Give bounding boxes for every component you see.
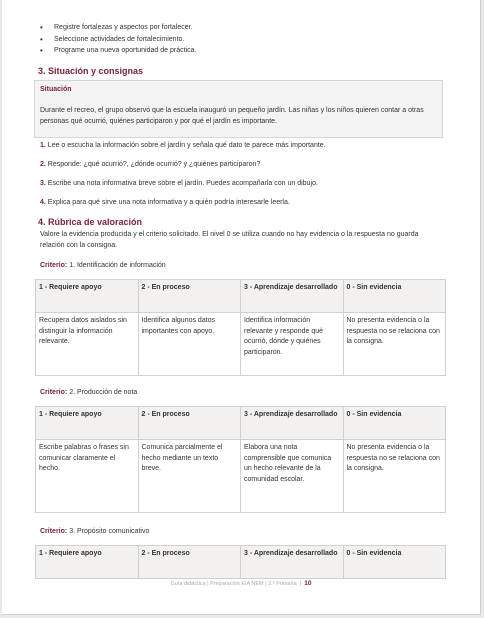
criterio-label: Criterio: bbox=[40, 528, 68, 535]
rubrica-intro: Valore la evidencia producida y el criterio solicitado. El nivel 0 se utiliza cuando no hay evidencia o la respuesta no guarda relación con la consigna. bbox=[40, 231, 419, 249]
criterio-name: 1. Identificación de información bbox=[69, 262, 166, 269]
consigna-number: 3. bbox=[40, 180, 46, 187]
rubric-table bbox=[35, 406, 446, 513]
table-cell: No presenta evidencia o la respuesta no se relaciona con la consigna. bbox=[343, 313, 446, 376]
bullet-list bbox=[40, 22, 196, 57]
section-title-situacion: 3. Situación y consignas bbox=[38, 66, 144, 76]
table-header-row bbox=[36, 407, 446, 440]
header-cell: 0 - Sin evidencia bbox=[343, 546, 446, 579]
table-cell: Identifica información relevante y responde qué ocurrió, dónde y quiénes participaron. bbox=[241, 313, 344, 376]
footer-separator: | bbox=[299, 581, 302, 587]
table-cell: Elabora una nota comprensible que comunica un hecho relevante de la comunidad escolar. bbox=[241, 440, 344, 513]
list-item: • Registre fortalezas y aspectos por fortalecer. bbox=[40, 22, 196, 34]
header-cell: 3 - Aprendizaje desarrollado bbox=[241, 407, 344, 440]
criterio-name: 3. Propósito comunicativo bbox=[69, 528, 150, 535]
consigna-item bbox=[40, 160, 260, 170]
situacion-text: Durante el recreo, el grupo observó que la escuela inauguró un pequeño jardín. Las niñas y los niños quieren contar a otras personas qué ocurrió, quiénes participaron y por qué el jardín es importante. bbox=[40, 107, 424, 125]
header-cell: 0 - Sin evidencia bbox=[343, 280, 446, 313]
consigna-text: Explica para qué sirve una nota informativa y a quién podría interesarle leerla. bbox=[47, 199, 290, 206]
criterio-name: 2. Producción de nota bbox=[69, 389, 138, 396]
document-page bbox=[2, 0, 481, 615]
section-title-rubrica: 4. Rúbrica de valoración bbox=[38, 217, 143, 227]
header-cell: 3 - Aprendizaje desarrollado bbox=[241, 280, 344, 313]
rubric-table bbox=[35, 279, 446, 376]
table-row bbox=[36, 313, 446, 376]
header-cell: 3 - Aprendizaje desarrollado bbox=[241, 546, 344, 579]
table-cell: Identifica algunos datos importantes con apoyo. bbox=[138, 313, 241, 376]
list-item: • Seleccione actividades de fortalecimiento. bbox=[40, 34, 196, 46]
table-cell: Recupera datos aislados sin distinguir la información relevante. bbox=[36, 313, 139, 376]
rubric-table bbox=[35, 545, 446, 579]
header-cell: 1 - Requiere apoyo bbox=[36, 280, 139, 313]
consigna-item bbox=[40, 198, 290, 208]
header-cell: 2 - En proceso bbox=[138, 546, 241, 579]
criterio-heading bbox=[40, 389, 137, 396]
list-item: • Programe una nueva oportunidad de práctica. bbox=[40, 45, 196, 57]
situacion-title: Situación bbox=[40, 86, 72, 93]
page-footer bbox=[2, 580, 480, 587]
criterio-heading bbox=[40, 262, 166, 269]
consigna-item bbox=[40, 179, 318, 189]
consigna-text: Lee o escucha la información sobre el jardín y señala qué dato te parece más importante. bbox=[47, 142, 326, 149]
header-cell: 1 - Requiere apoyo bbox=[36, 546, 139, 579]
header-cell: 2 - En proceso bbox=[138, 280, 241, 313]
consigna-item bbox=[40, 141, 326, 151]
table-header-row bbox=[36, 546, 446, 579]
consigna-text: Escribe una nota informativa breve sobre el jardín. Puedes acompañarla con un dibujo. bbox=[47, 180, 318, 187]
table-header-row bbox=[36, 280, 446, 313]
table-cell: No presenta evidencia o la respuesta no se relaciona con la consigna. bbox=[343, 440, 446, 513]
table-cell: Comunica parcialmente el hecho mediante un texto breve. bbox=[138, 440, 241, 513]
consigna-number: 4. bbox=[40, 199, 46, 206]
header-cell: 1 - Requiere apoyo bbox=[36, 407, 139, 440]
header-cell: 2 - En proceso bbox=[138, 407, 241, 440]
table-row bbox=[36, 440, 446, 513]
consigna-text: Responde: ¿qué ocurrió?, ¿dónde ocurrió? y ¿quiénes participaron? bbox=[47, 161, 261, 168]
situacion-box bbox=[34, 80, 443, 138]
page-number: 10 bbox=[304, 580, 312, 587]
consigna-number: 2. bbox=[40, 161, 46, 168]
consigna-number: 1. bbox=[40, 142, 46, 149]
criterio-label: Criterio: bbox=[40, 389, 68, 396]
header-cell: 0 - Sin evidencia bbox=[343, 407, 446, 440]
criterio-label: Criterio: bbox=[40, 262, 68, 269]
criterio-heading bbox=[40, 528, 149, 535]
table-cell: Escribe palabras o frases sin comunicar claramente el hecho. bbox=[36, 440, 139, 513]
footer-text: Guía didáctica | Preparación EIA NEM | 2.º Primaria bbox=[170, 581, 297, 587]
